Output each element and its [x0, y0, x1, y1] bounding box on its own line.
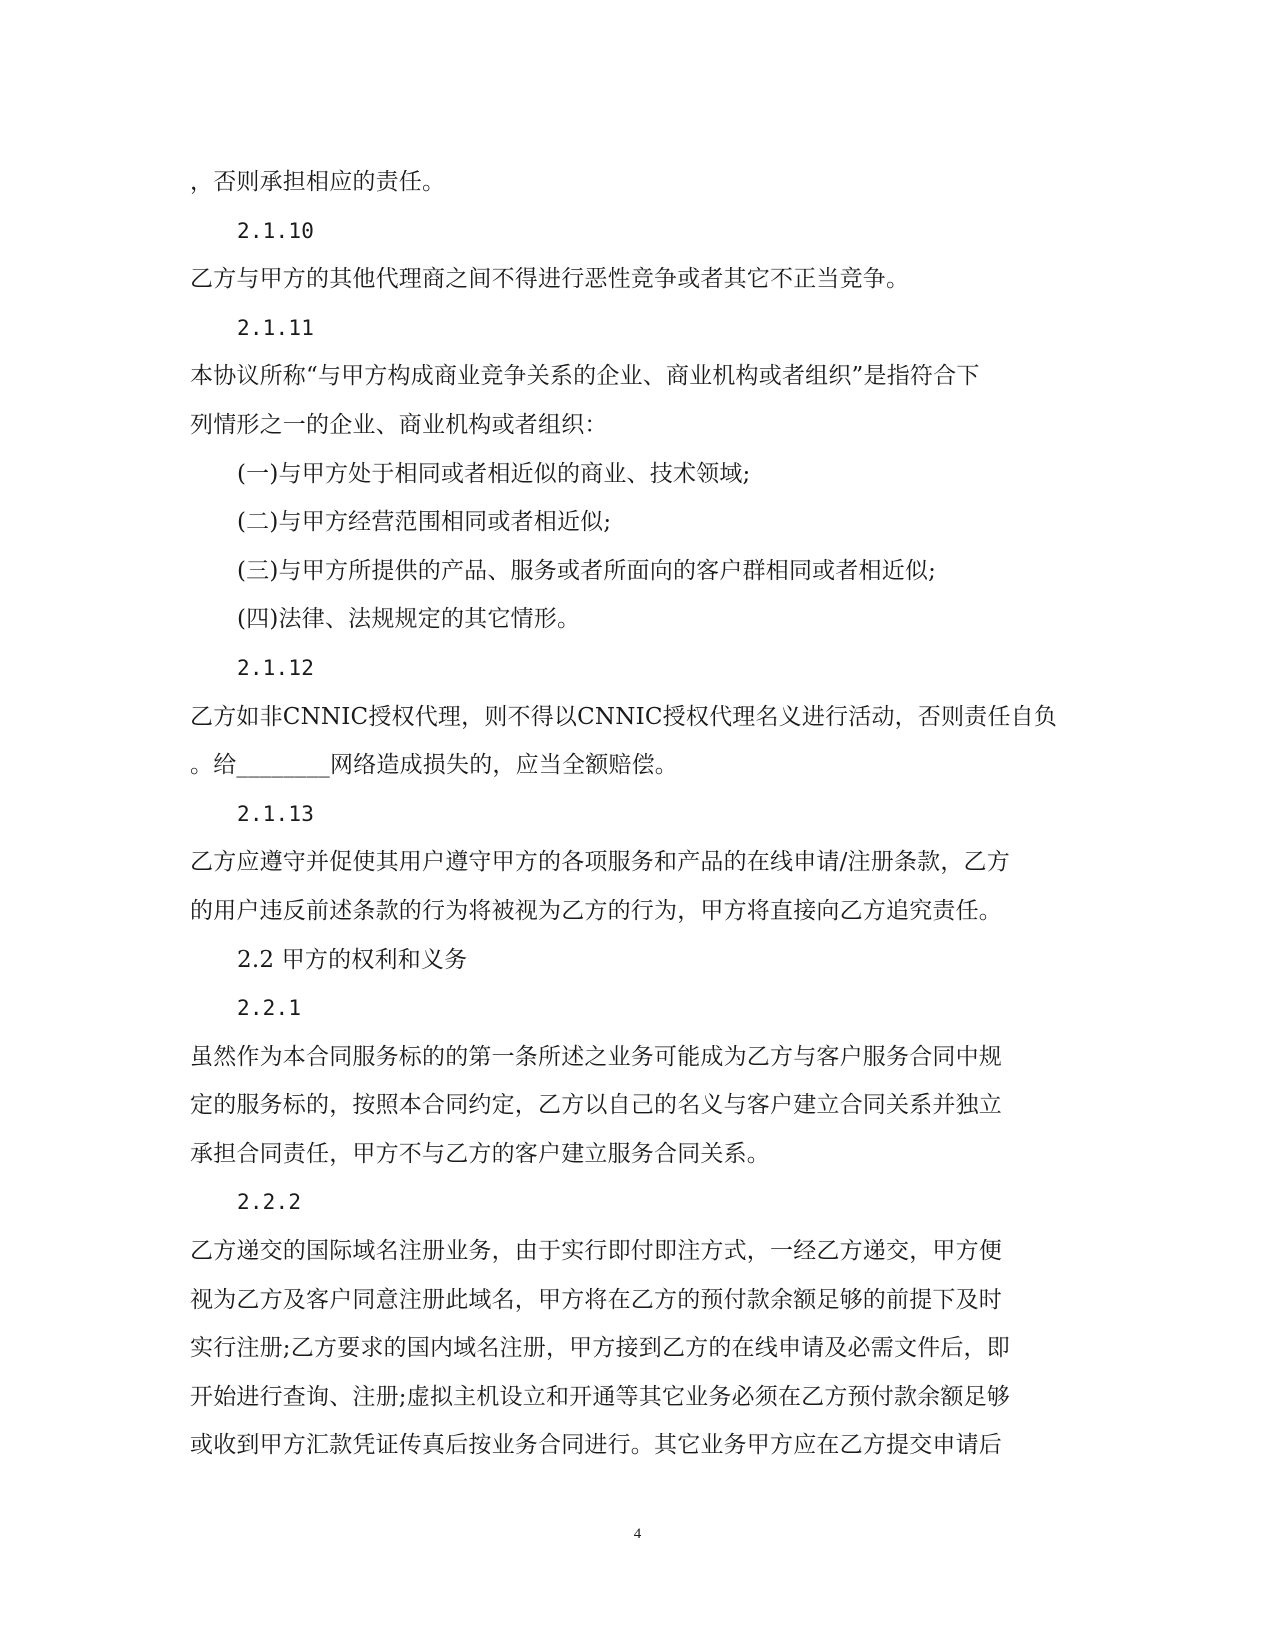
text-line: 定的服务标的，按照本合同约定，乙方以自己的名义与客户建立合同关系并独立 [190, 1092, 1002, 1119]
clause-number-text: 2.1.12 [237, 655, 315, 680]
page-number: 4 [633, 1526, 642, 1542]
clause-number [190, 790, 1090, 839]
text-line: 2.2 甲方的权利和义务 [237, 946, 468, 973]
text-line: 视为乙方及客户同意注册此域名，甲方将在乙方的预付款余额足够的前提下及时 [190, 1286, 1002, 1313]
text-line: (一)与甲方处于相同或者相近似的商业、技术领域; [237, 460, 751, 487]
document-body [190, 158, 1090, 1470]
text-line: 乙方递交的国际域名注册业务，由于实行即付即注方式，一经乙方递交，甲方便 [190, 1238, 1002, 1265]
text-line: (四)法律、法规规定的其它情形。 [237, 606, 581, 633]
text-line: 本协议所称“与甲方构成商业竞争关系的企业、商业机构或者组织”是指符合下 [190, 363, 980, 390]
clause-number-text: 2.2.1 [237, 996, 302, 1021]
clause-number [190, 207, 1090, 256]
text-line: 实行注册;乙方要求的国内域名注册，甲方接到乙方的在线申请及必需文件后，即 [190, 1335, 1010, 1362]
text-line: ，否则承担相应的责任。 [190, 169, 446, 195]
text-line: 。给________网络造成损失的，应当全额赔偿。 [190, 752, 678, 779]
text-line: 承担合同责任，甲方不与乙方的客户建立服务合同关系。 [190, 1140, 770, 1167]
text-line: 列情形之一的企业、商业机构或者组织： [190, 411, 608, 438]
text-line: 虽然作为本合同服务标的的第一条所述之业务可能成为乙方与客户服务合同中规 [190, 1043, 1002, 1070]
text-line: (二)与甲方经营范围相同或者相近似; [237, 509, 612, 536]
text-line: 乙方与甲方的其他代理商之间不得进行恶性竞争或者其它不正当竞争。 [190, 266, 910, 293]
clause-number-text: 2.2.2 [237, 1190, 302, 1215]
text-line: (三)与甲方所提供的产品、服务或者所面向的客户群相同或者相近似; [237, 557, 937, 584]
clause-number [190, 1178, 1090, 1227]
clause-number-text: 2.1.13 [237, 801, 315, 826]
clause-number-text: 2.1.11 [237, 315, 315, 340]
text-line: 的用户违反前述条款的行为将被视为乙方的行为，甲方将直接向乙方追究责任。 [190, 897, 1002, 924]
clause-number [190, 644, 1090, 693]
text-line: 或收到甲方汇款凭证传真后按业务合同进行。其它业务甲方应在乙方提交申请后 [190, 1432, 1002, 1459]
text-line: 乙方应遵守并促使其用户遵守甲方的各项服务和产品的在线申请/注册条款，乙方 [190, 849, 1010, 876]
text-line: 乙方如非CNNIC授权代理，则不得以CNNIC授权代理名义进行活动，否则责任自负 [190, 703, 1058, 730]
text-line: 开始进行查询、注册;虚拟主机设立和开通等其它业务必须在乙方预付款余额足够 [190, 1383, 1010, 1410]
clause-number-text: 2.1.10 [237, 218, 315, 243]
clause-number [190, 304, 1090, 353]
clause-number [190, 984, 1090, 1033]
